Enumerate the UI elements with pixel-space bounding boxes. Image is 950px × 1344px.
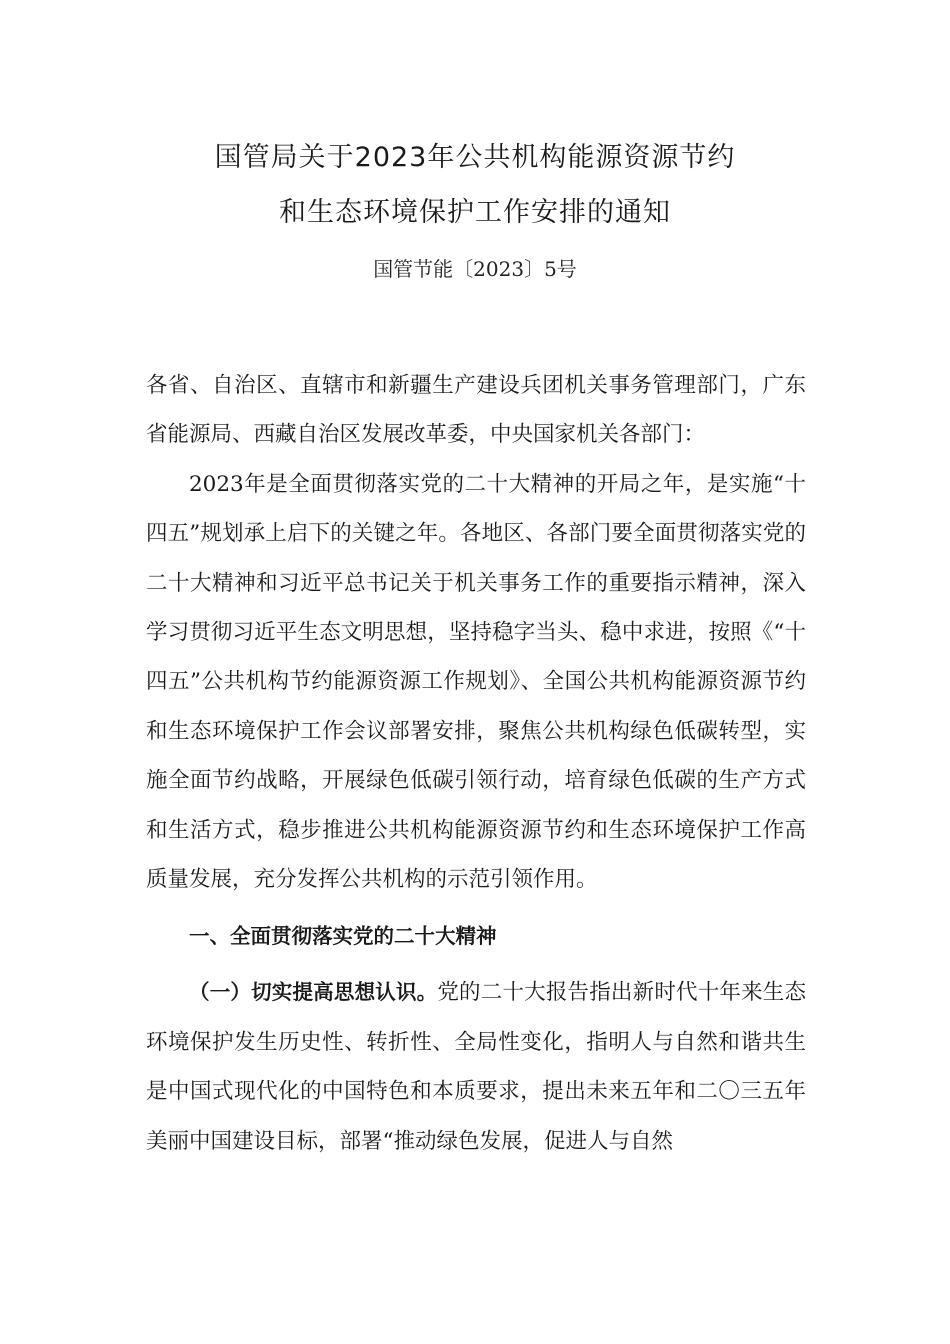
document-number: 国管节能〔2023〕5号	[373, 257, 577, 281]
section1-heading: 一、全面贯彻落实党的二十大精神	[189, 924, 497, 949]
section1-item1-lead: （一）切实提高思想认识。	[189, 980, 438, 1005]
section1-item1-text: 党的二十大报告指出新时代十年来生态环境保护发生历史性、转折性、全局性变化，指明人与自然和谐共生是中国式现代化的中国特色和本质要求，提出未来五年和二〇三五年美丽中国建设目标，部署“推动绿色发展，促进人与自然	[146, 980, 806, 1154]
section1-item1-paragraph	[146, 968, 806, 1166]
document-body	[146, 361, 806, 1166]
document-title-line1: 国管局关于2023年公共机构能源资源节约	[214, 142, 736, 173]
recipients-paragraph: 各省、自治区、直辖市和新疆生产建设兵团机关事务管理部门，广东省能源局、西藏自治区发展改革委，中央国家机关各部门：	[146, 373, 806, 448]
intro-paragraph: 2023年是全面贯彻落实党的二十大精神的开局之年，是实施“十四五”规划承上启下的关键之年。各地区、各部门要全面贯彻落实党的二十大精神和习近平总书记关于机关事务工作的重要指示精神，深入学习贯彻习近平生态文明思想，坚持稳字当头、稳中求进，按照《“十四五”公共机构节约能源资源工作规划》、全国公共机构能源资源节约和生态环境保护工作会议部署安排，聚焦公共机构绿色低碳转型，实施全面节约战略，开展绿色低碳引领行动，培育绿色低碳的生产方式和生活方式，稳步推进公共机构能源资源节约和生态环境保护工作高质量发展，充分发挥公共机构的示范引领作用。	[146, 471, 806, 893]
document-title-line2: 和生态环境保护工作安排的通知	[279, 197, 671, 228]
